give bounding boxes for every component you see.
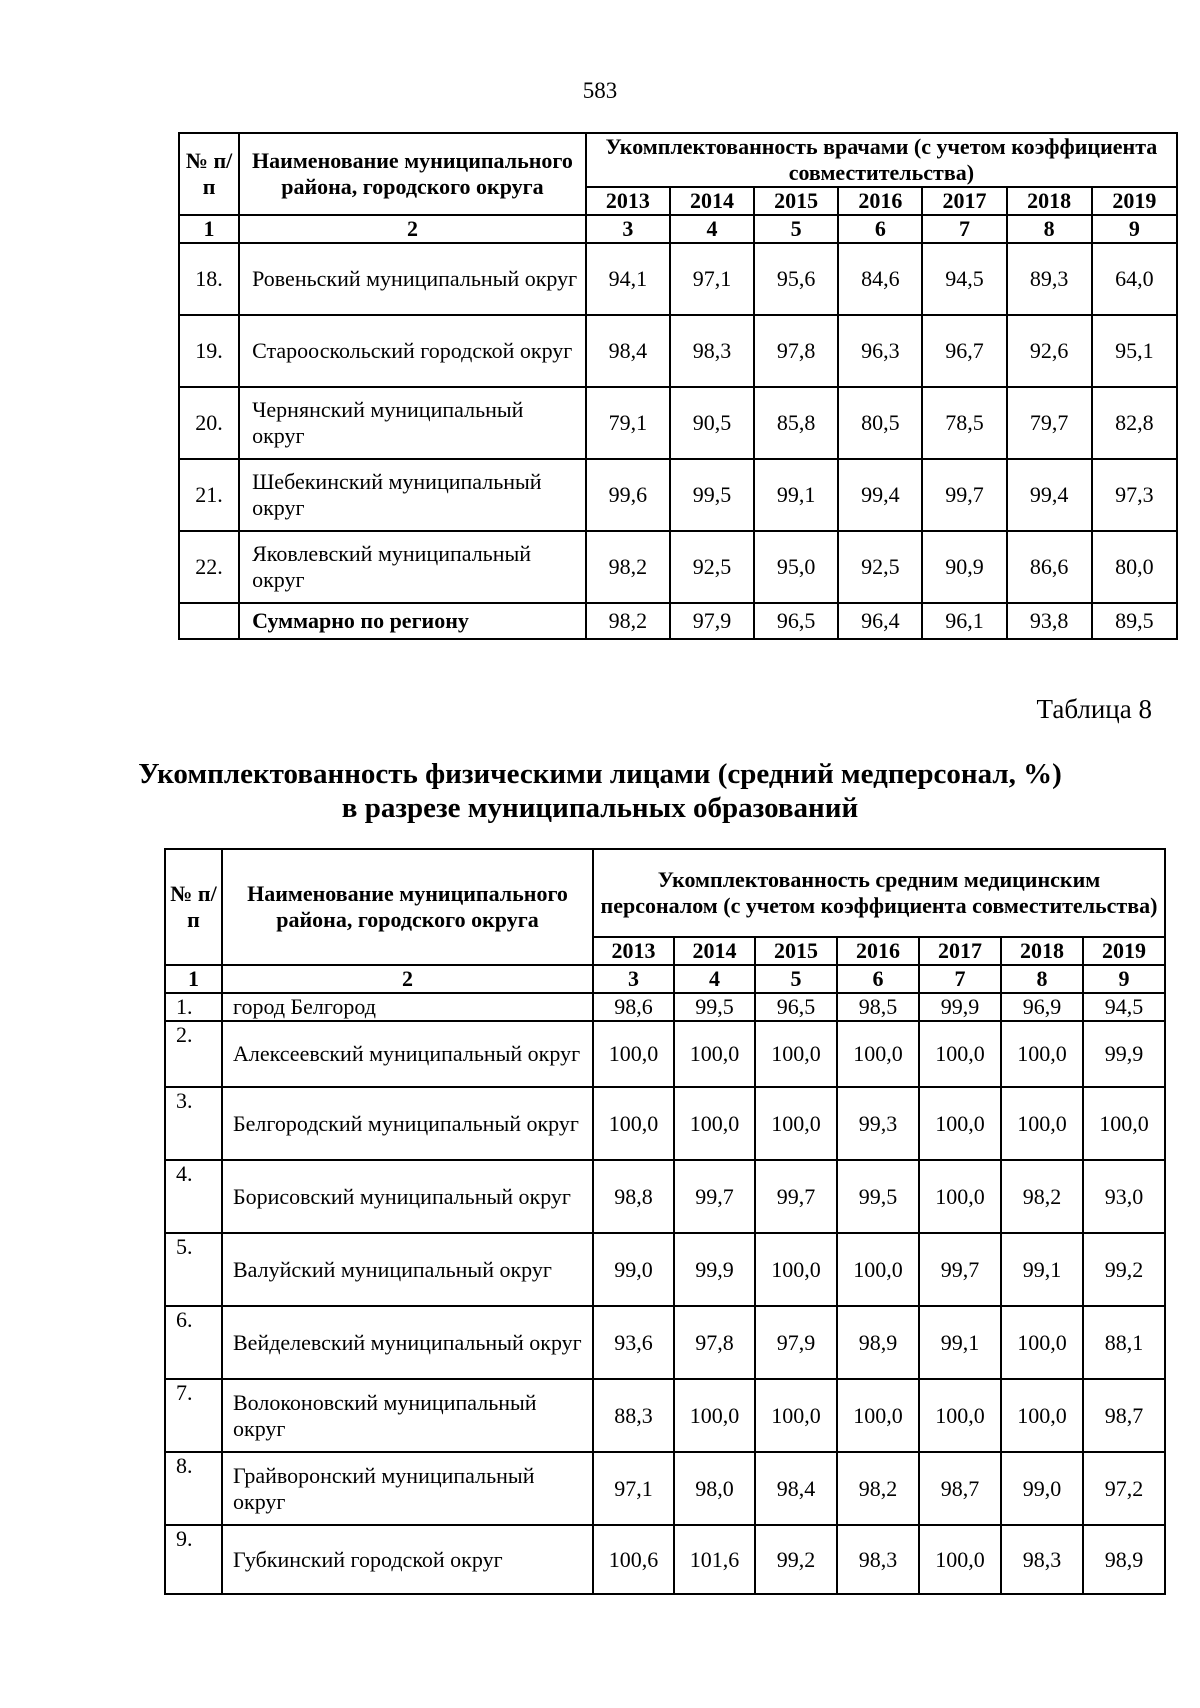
- value-cell: 100,0: [919, 1021, 1001, 1087]
- value-cell: 99,0: [593, 1233, 674, 1306]
- row-number: [179, 603, 239, 639]
- value-cell: 99,2: [1083, 1233, 1165, 1306]
- year-header: 2013: [586, 187, 670, 215]
- value-cell: 80,0: [1092, 531, 1177, 603]
- value-cell: 100,0: [837, 1021, 919, 1087]
- physicians-staffing-table: [178, 132, 1178, 640]
- municipality-name: Губкинский городской округ: [222, 1525, 593, 1594]
- value-cell: 100,0: [1001, 1021, 1083, 1087]
- municipality-name: Валуйский муниципальный округ: [222, 1233, 593, 1306]
- municipality-name: Чернянский муниципальный округ: [239, 387, 586, 459]
- municipality-name: Яковлевский муниципальный округ: [239, 531, 586, 603]
- column-number: 2: [222, 965, 593, 993]
- value-cell: 93,8: [1007, 603, 1092, 639]
- value-cell: 94,5: [922, 243, 1006, 315]
- column-number: 6: [837, 965, 919, 993]
- municipality-name: Вейделевский муниципальный округ: [222, 1306, 593, 1379]
- column-number: 9: [1083, 965, 1165, 993]
- column-number: 2: [239, 215, 586, 243]
- value-cell: 96,5: [755, 993, 837, 1021]
- value-cell: 79,1: [586, 387, 670, 459]
- value-cell: 96,7: [922, 315, 1006, 387]
- year-header: 2019: [1083, 937, 1165, 965]
- row-number: 9.: [165, 1525, 222, 1594]
- value-cell: 98,2: [586, 531, 670, 603]
- value-cell: 92,6: [1007, 315, 1092, 387]
- value-cell: 97,8: [754, 315, 838, 387]
- table-row: [179, 387, 1177, 459]
- value-cell: 100,0: [919, 1160, 1001, 1233]
- header-group: Укомплектованность средним медицинским персоналом (с учетом коэффициента совместительства): [593, 849, 1165, 937]
- value-cell: 100,0: [837, 1233, 919, 1306]
- column-number: 7: [922, 215, 1006, 243]
- municipality-name: Белгородский муниципальный округ: [222, 1087, 593, 1160]
- value-cell: 99,7: [919, 1233, 1001, 1306]
- table-row: [165, 1525, 1165, 1594]
- value-cell: 98,4: [755, 1452, 837, 1525]
- municipality-name: Шебекинский муниципальный округ: [239, 459, 586, 531]
- value-cell: 97,3: [1092, 459, 1177, 531]
- value-cell: 99,4: [1007, 459, 1092, 531]
- value-cell: 99,5: [670, 459, 754, 531]
- year-header: 2014: [674, 937, 755, 965]
- value-cell: 93,6: [593, 1306, 674, 1379]
- municipality-name: Волоконовский муниципальный округ: [222, 1379, 593, 1452]
- year-header: 2016: [837, 937, 919, 965]
- row-number: 1.: [165, 993, 222, 1021]
- municipality-name: Старооскольский городской округ: [239, 315, 586, 387]
- table-row: [165, 1087, 1165, 1160]
- municipality-name: город Белгород: [222, 993, 593, 1021]
- municipality-name: Борисовский муниципальный округ: [222, 1160, 593, 1233]
- value-cell: 97,1: [670, 243, 754, 315]
- value-cell: 95,1: [1092, 315, 1177, 387]
- table-row: [179, 243, 1177, 315]
- value-cell: 101,6: [674, 1525, 755, 1594]
- column-number: 1: [179, 215, 239, 243]
- value-cell: 78,5: [922, 387, 1006, 459]
- value-cell: 99,0: [1001, 1452, 1083, 1525]
- column-number: 8: [1007, 215, 1092, 243]
- value-cell: 80,5: [838, 387, 922, 459]
- value-cell: 100,0: [1001, 1379, 1083, 1452]
- value-cell: 99,2: [755, 1525, 837, 1594]
- row-number: 18.: [179, 243, 239, 315]
- row-number: 21.: [179, 459, 239, 531]
- value-cell: 100,0: [1001, 1306, 1083, 1379]
- value-cell: 88,1: [1083, 1306, 1165, 1379]
- header-row: [165, 849, 1165, 937]
- row-number: 3.: [165, 1087, 222, 1160]
- value-cell: 99,7: [755, 1160, 837, 1233]
- page-number: 583: [582, 78, 618, 103]
- year-header: 2014: [670, 187, 754, 215]
- year-header: 2016: [838, 187, 922, 215]
- value-cell: 98,7: [1083, 1379, 1165, 1452]
- value-cell: 97,1: [593, 1452, 674, 1525]
- row-number: 8.: [165, 1452, 222, 1525]
- value-cell: 96,9: [1001, 993, 1083, 1021]
- value-cell: 100,0: [1083, 1087, 1165, 1160]
- value-cell: 99,9: [919, 993, 1001, 1021]
- value-cell: 98,3: [1001, 1525, 1083, 1594]
- row-number: 5.: [165, 1233, 222, 1306]
- nursing-staffing-table: [164, 848, 1166, 1595]
- value-cell: 98,3: [670, 315, 754, 387]
- value-cell: 98,0: [674, 1452, 755, 1525]
- header-name: Наименование муниципального района, городского округа: [239, 133, 586, 215]
- header-row: [179, 133, 1177, 187]
- section-title-line-2: в разрезе муниципальных образований: [341, 792, 859, 824]
- column-number: 8: [1001, 965, 1083, 993]
- column-number: 5: [754, 215, 838, 243]
- value-cell: 86,6: [1007, 531, 1092, 603]
- column-number: 9: [1092, 215, 1177, 243]
- value-cell: 97,9: [755, 1306, 837, 1379]
- value-cell: 100,0: [837, 1379, 919, 1452]
- value-cell: 100,0: [919, 1379, 1001, 1452]
- header-group: Укомплектованность врачами (с учетом коэффициента совместительства): [586, 133, 1177, 187]
- column-number: 3: [593, 965, 674, 993]
- value-cell: 100,0: [755, 1021, 837, 1087]
- value-cell: 95,0: [754, 531, 838, 603]
- value-cell: 99,9: [674, 1233, 755, 1306]
- row-number: 4.: [165, 1160, 222, 1233]
- municipality-name: Грайворонский муниципальный округ: [222, 1452, 593, 1525]
- value-cell: 98,9: [837, 1306, 919, 1379]
- value-cell: 98,8: [593, 1160, 674, 1233]
- section-title: [0, 757, 1200, 825]
- table-row: [165, 1379, 1165, 1452]
- table-row: [165, 1306, 1165, 1379]
- row-number: 2.: [165, 1021, 222, 1087]
- table-caption: Таблица 8: [1036, 694, 1152, 724]
- value-cell: 90,5: [670, 387, 754, 459]
- header-name: Наименование муниципального района, городского округа: [222, 849, 593, 965]
- value-cell: 64,0: [1092, 243, 1177, 315]
- column-number: 3: [586, 215, 670, 243]
- header-number: № п/п: [165, 849, 222, 965]
- table-row: [179, 315, 1177, 387]
- value-cell: 99,1: [1001, 1233, 1083, 1306]
- value-cell: 79,7: [1007, 387, 1092, 459]
- value-cell: 94,5: [1083, 993, 1165, 1021]
- value-cell: 99,9: [1083, 1021, 1165, 1087]
- value-cell: 97,8: [674, 1306, 755, 1379]
- value-cell: 96,5: [754, 603, 838, 639]
- value-cell: 99,6: [586, 459, 670, 531]
- value-cell: 90,9: [922, 531, 1006, 603]
- column-number: 4: [670, 215, 754, 243]
- value-cell: 88,3: [593, 1379, 674, 1452]
- value-cell: 95,6: [754, 243, 838, 315]
- column-number-row: [165, 965, 1165, 993]
- value-cell: 100,0: [919, 1087, 1001, 1160]
- table-row: [165, 1452, 1165, 1525]
- header-number: № п/п: [179, 133, 239, 215]
- value-cell: 100,6: [593, 1525, 674, 1594]
- value-cell: 98,2: [837, 1452, 919, 1525]
- year-header: 2013: [593, 937, 674, 965]
- year-header: 2015: [755, 937, 837, 965]
- column-number: 5: [755, 965, 837, 993]
- column-number: 7: [919, 965, 1001, 993]
- value-cell: 97,9: [670, 603, 754, 639]
- value-cell: 100,0: [674, 1021, 755, 1087]
- value-cell: 99,3: [837, 1087, 919, 1160]
- value-cell: 96,3: [838, 315, 922, 387]
- row-number: 7.: [165, 1379, 222, 1452]
- table-row: [165, 1160, 1165, 1233]
- value-cell: 98,3: [837, 1525, 919, 1594]
- value-cell: 98,4: [586, 315, 670, 387]
- value-cell: 96,4: [838, 603, 922, 639]
- value-cell: 99,7: [922, 459, 1006, 531]
- value-cell: 100,0: [755, 1233, 837, 1306]
- value-cell: 92,5: [838, 531, 922, 603]
- column-number: 1: [165, 965, 222, 993]
- year-header: 2018: [1007, 187, 1092, 215]
- value-cell: 85,8: [754, 387, 838, 459]
- column-number: 4: [674, 965, 755, 993]
- value-cell: 98,2: [1001, 1160, 1083, 1233]
- value-cell: 98,9: [1083, 1525, 1165, 1594]
- row-number: 19.: [179, 315, 239, 387]
- value-cell: 100,0: [593, 1087, 674, 1160]
- year-header: 2018: [1001, 937, 1083, 965]
- year-header: 2017: [922, 187, 1006, 215]
- section-title-line-1: Укомплектованность физическими лицами (средний медперсонал, %): [138, 758, 1062, 790]
- value-cell: 98,7: [919, 1452, 1001, 1525]
- value-cell: 100,0: [674, 1087, 755, 1160]
- value-cell: 100,0: [755, 1379, 837, 1452]
- year-header: 2019: [1092, 187, 1177, 215]
- value-cell: 99,7: [674, 1160, 755, 1233]
- value-cell: 84,6: [838, 243, 922, 315]
- value-cell: 98,5: [837, 993, 919, 1021]
- value-cell: 89,5: [1092, 603, 1177, 639]
- table-row: [165, 1233, 1165, 1306]
- value-cell: 96,1: [922, 603, 1006, 639]
- value-cell: 100,0: [593, 1021, 674, 1087]
- column-number-row: [179, 215, 1177, 243]
- value-cell: 100,0: [1001, 1087, 1083, 1160]
- value-cell: 100,0: [674, 1379, 755, 1452]
- value-cell: 99,5: [837, 1160, 919, 1233]
- value-cell: 99,5: [674, 993, 755, 1021]
- row-number: 20.: [179, 387, 239, 459]
- value-cell: 94,1: [586, 243, 670, 315]
- summary-row: [179, 603, 1177, 639]
- value-cell: 97,2: [1083, 1452, 1165, 1525]
- value-cell: 98,6: [593, 993, 674, 1021]
- table-row: [179, 531, 1177, 603]
- municipality-name: Алексеевский муниципальный округ: [222, 1021, 593, 1087]
- value-cell: 98,2: [586, 603, 670, 639]
- value-cell: 99,1: [754, 459, 838, 531]
- column-number: 6: [838, 215, 922, 243]
- row-number: 6.: [165, 1306, 222, 1379]
- value-cell: 100,0: [919, 1525, 1001, 1594]
- value-cell: 99,4: [838, 459, 922, 531]
- value-cell: 99,1: [919, 1306, 1001, 1379]
- table-row: [165, 1021, 1165, 1087]
- year-header: 2017: [919, 937, 1001, 965]
- table-row: [165, 993, 1165, 1021]
- table-row: [179, 459, 1177, 531]
- row-number: 22.: [179, 531, 239, 603]
- value-cell: 100,0: [755, 1087, 837, 1160]
- municipality-name: Суммарно по региону: [239, 603, 586, 639]
- value-cell: 92,5: [670, 531, 754, 603]
- value-cell: 93,0: [1083, 1160, 1165, 1233]
- value-cell: 89,3: [1007, 243, 1092, 315]
- municipality-name: Ровеньский муниципальный округ: [239, 243, 586, 315]
- value-cell: 82,8: [1092, 387, 1177, 459]
- year-header: 2015: [754, 187, 838, 215]
